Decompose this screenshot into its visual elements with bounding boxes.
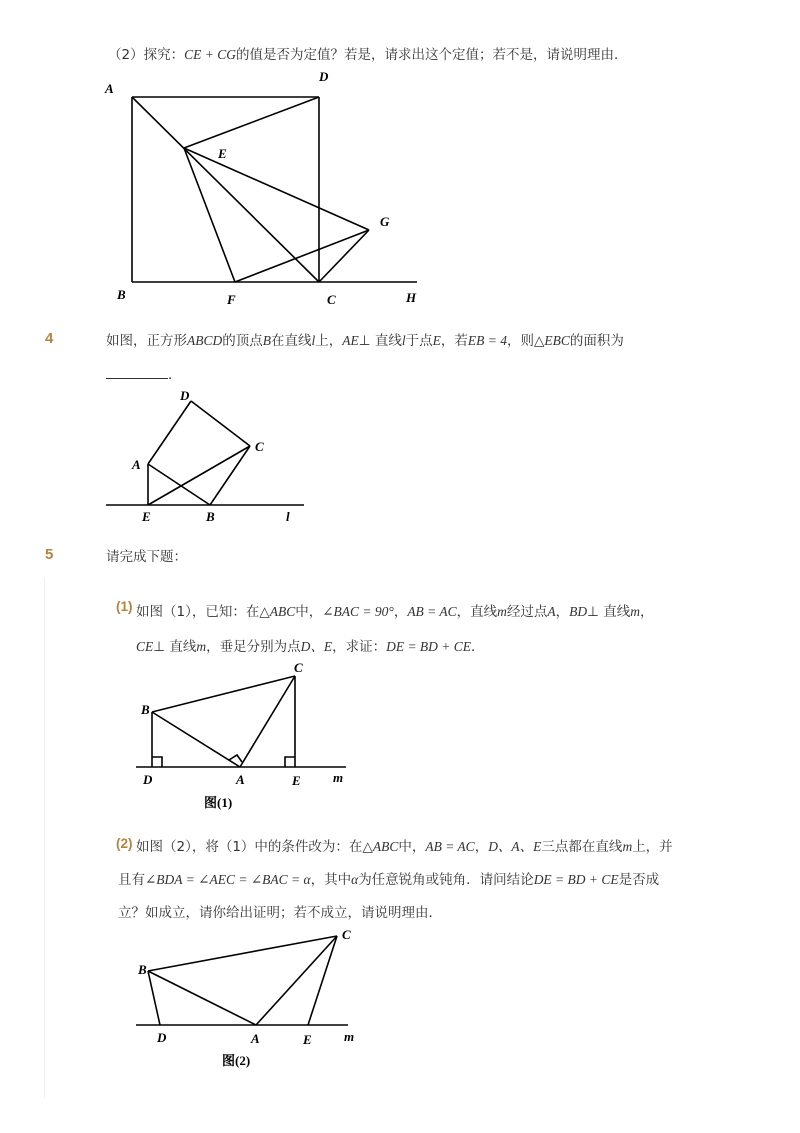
question-4-text: 如图，正方形ABCD的顶点B在直线l上，AE⊥ 直线l于点E，若EB = 4，则△EBC的面积为 — [106, 333, 624, 349]
label-m: m — [344, 1029, 355, 1044]
answer-blank[interactable] — [106, 378, 168, 379]
label-C: C — [255, 439, 264, 454]
label-m: m — [333, 770, 344, 785]
label-G: G — [380, 214, 390, 229]
label-A: A — [236, 772, 245, 787]
label-E: E — [218, 146, 227, 161]
sub-question-1-line2: CE⊥ 直线m，垂足分别为点D、E，求证：DE = BD + CE． — [136, 639, 485, 655]
figure-square-abcd — [100, 66, 430, 316]
sub-question-2-line2: 且有∠BDA = ∠AEC = ∠BAC = α，其中α为任意锐角或钝角．请问结论DE = BD + CE是否成 — [118, 872, 660, 888]
figure-2-caption: 图(2) — [222, 1053, 251, 1068]
label-l: l — [286, 509, 290, 524]
label-D: D — [319, 69, 329, 84]
question-4-number: 4 — [45, 330, 54, 347]
label-C: C — [342, 927, 351, 942]
label-D: D — [180, 388, 190, 403]
label-B: B — [141, 702, 150, 717]
label-B: B — [117, 287, 126, 302]
label-F: F — [227, 292, 236, 307]
label-D: D — [143, 772, 153, 787]
figure-1-caption: 图(1) — [204, 795, 233, 810]
label-D: D — [157, 1030, 167, 1045]
label-B: B — [206, 509, 215, 524]
part2-question: （2）探究：CE + CG的值是否为定值？若是，请求出这个定值；若不是，请说明理由． — [108, 47, 628, 63]
label-C: C — [294, 660, 303, 675]
label-A: A — [132, 457, 141, 472]
answer-blank-line: ． — [106, 364, 182, 386]
label-E: E — [142, 509, 151, 524]
sub-question-2-number: (2) — [116, 836, 133, 851]
label-B: B — [138, 962, 147, 977]
figure-square-on-line — [100, 384, 320, 530]
label-E: E — [292, 773, 301, 788]
sub-question-1-line1: 如图（1），已知：在△ABC中，∠BAC = 90°，AB = AC，直线m经过点A，BD⊥ 直线m， — [136, 604, 654, 620]
label-C: C — [327, 292, 336, 307]
label-H: H — [406, 290, 417, 305]
label-A: A — [105, 81, 114, 96]
side-divider — [44, 578, 45, 1098]
figure-1 — [130, 658, 360, 818]
question-5-number: 5 — [45, 546, 54, 563]
label-A: A — [251, 1031, 260, 1046]
sub-question-2-line3: 立？如成立，请你给出证明；若不成立，请说明理由． — [118, 905, 442, 921]
sub-question-1-number: (1) — [116, 599, 133, 614]
question-5-intro: 请完成下题： — [106, 549, 187, 565]
figure-2 — [130, 922, 360, 1072]
sub-question-2-line1: 如图（2），将（1）中的条件改为：在△ABC中，AB = AC，D、A、E三点都在直线m上，并 — [136, 839, 673, 855]
label-E: E — [303, 1032, 312, 1047]
